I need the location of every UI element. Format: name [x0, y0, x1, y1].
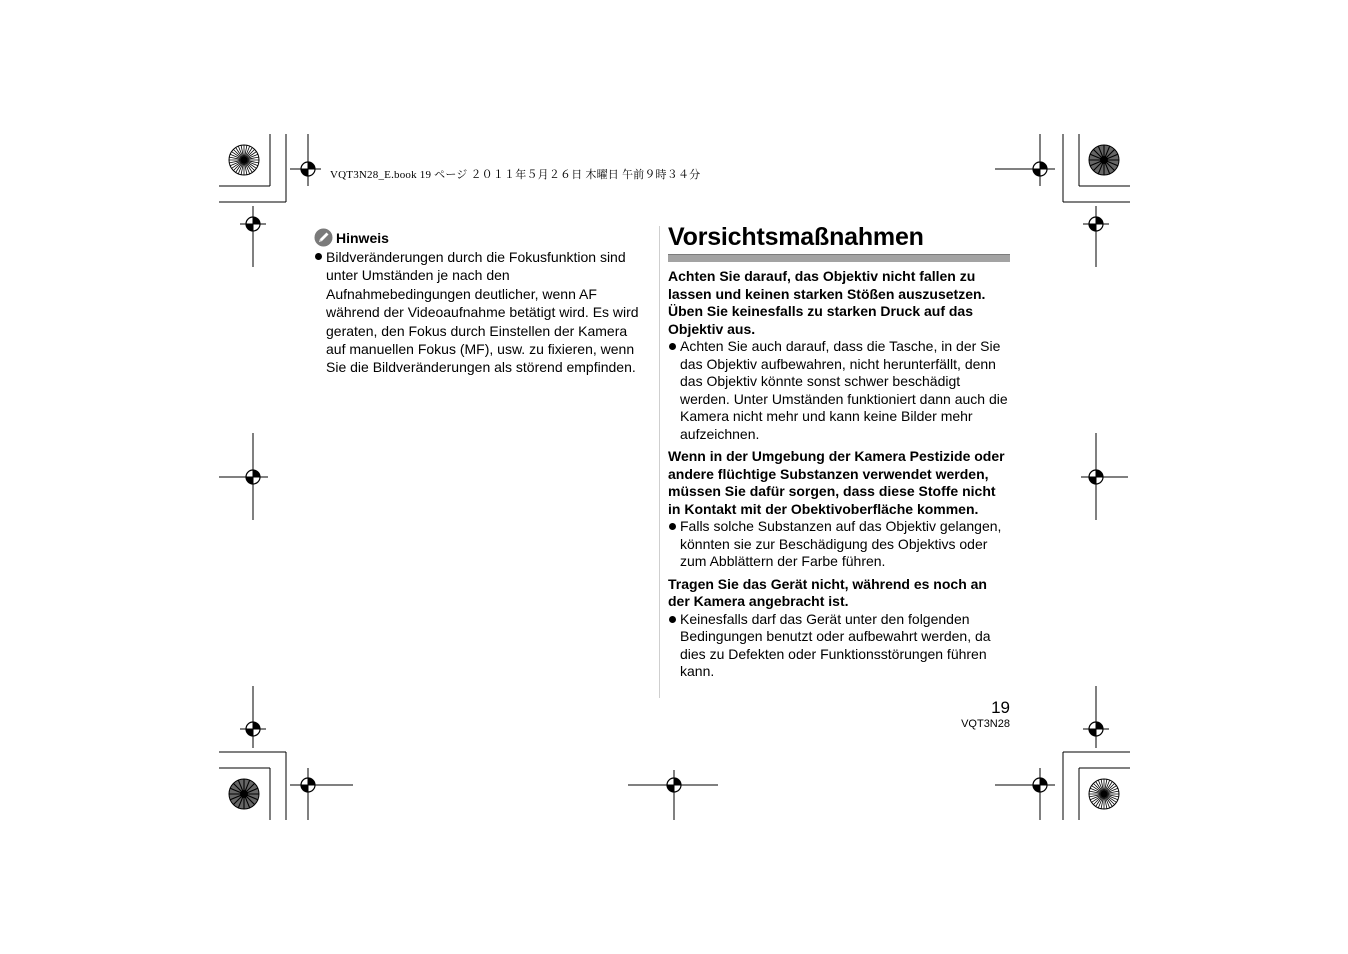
warning-bullet: Falls solche Substanzen auf das Objektiv gelangen, könnten sie zur Beschädigung des Objektivs oder zum Abblättern der Farbe führen. — [668, 518, 1010, 571]
pencil-note-icon — [314, 228, 333, 247]
note-heading — [314, 228, 646, 247]
title-underline — [668, 254, 1010, 262]
warning-bullet: Achten Sie auch darauf, dass die Tasche, in der Sie das Objektiv aufbewahren, nicht herunterfällt, denn das Objektiv könnte sonst schwer beschädigt werden. Unter Umständen funktioniert dann auch die Kamera nicht mehr und kann keine Bilder mehr aufzeichnen. — [668, 338, 1010, 443]
column-divider — [659, 226, 660, 698]
warning-heading: Achten Sie darauf, das Objektiv nicht fallen zu lassen und keinen starken Stößen auszusetzen. Üben Sie keinesfalls zu starken Druck auf das Objektiv aus. — [668, 268, 986, 337]
note-bullet: Bildveränderungen durch die Fokusfunktion sind unter Umständen je nach den Aufnahmebedingungen deutlicher, wenn AF während der Videoaufnahme betätigt wird. Es wird geraten, den Fokus durch Einstellen der Kamera auf manuellen Fokus (MF), usw. zu fixieren, wenn Sie die Bildveränderungen als störend empfinden. — [314, 248, 646, 377]
model-code: VQT3N28 — [961, 718, 1010, 730]
page-number: 19 — [991, 698, 1010, 717]
warning-heading: Tragen Sie das Gerät nicht, während es noch an der Kamera angebracht ist. — [668, 575, 987, 609]
page-title: Vorsichtsmaßnahmen — [668, 223, 924, 251]
warning-heading: Wenn in der Umgebung der Kamera Pestizide oder andere flüchtige Substanzen verwendet werden, müssen Sie dafür sorgen, dass diese Stoffe nicht in Kontakt mit der Obektivoberfläche kommen. — [668, 448, 1005, 517]
warning-bullet: Keinesfalls darf das Gerät unter den folgenden Bedingungen benutzt oder aufbewahrt werden, da dies zu Defekten oder Funktionsstörungen führen kann. — [668, 611, 1010, 681]
note-section — [314, 228, 646, 377]
precautions-section — [668, 222, 1010, 681]
note-title: Hinweis — [336, 229, 389, 246]
print-info-header: VQT3N28_E.book 19 ページ ２０１１年５月２６日 木曜日 午前９時３４分 — [330, 169, 701, 181]
